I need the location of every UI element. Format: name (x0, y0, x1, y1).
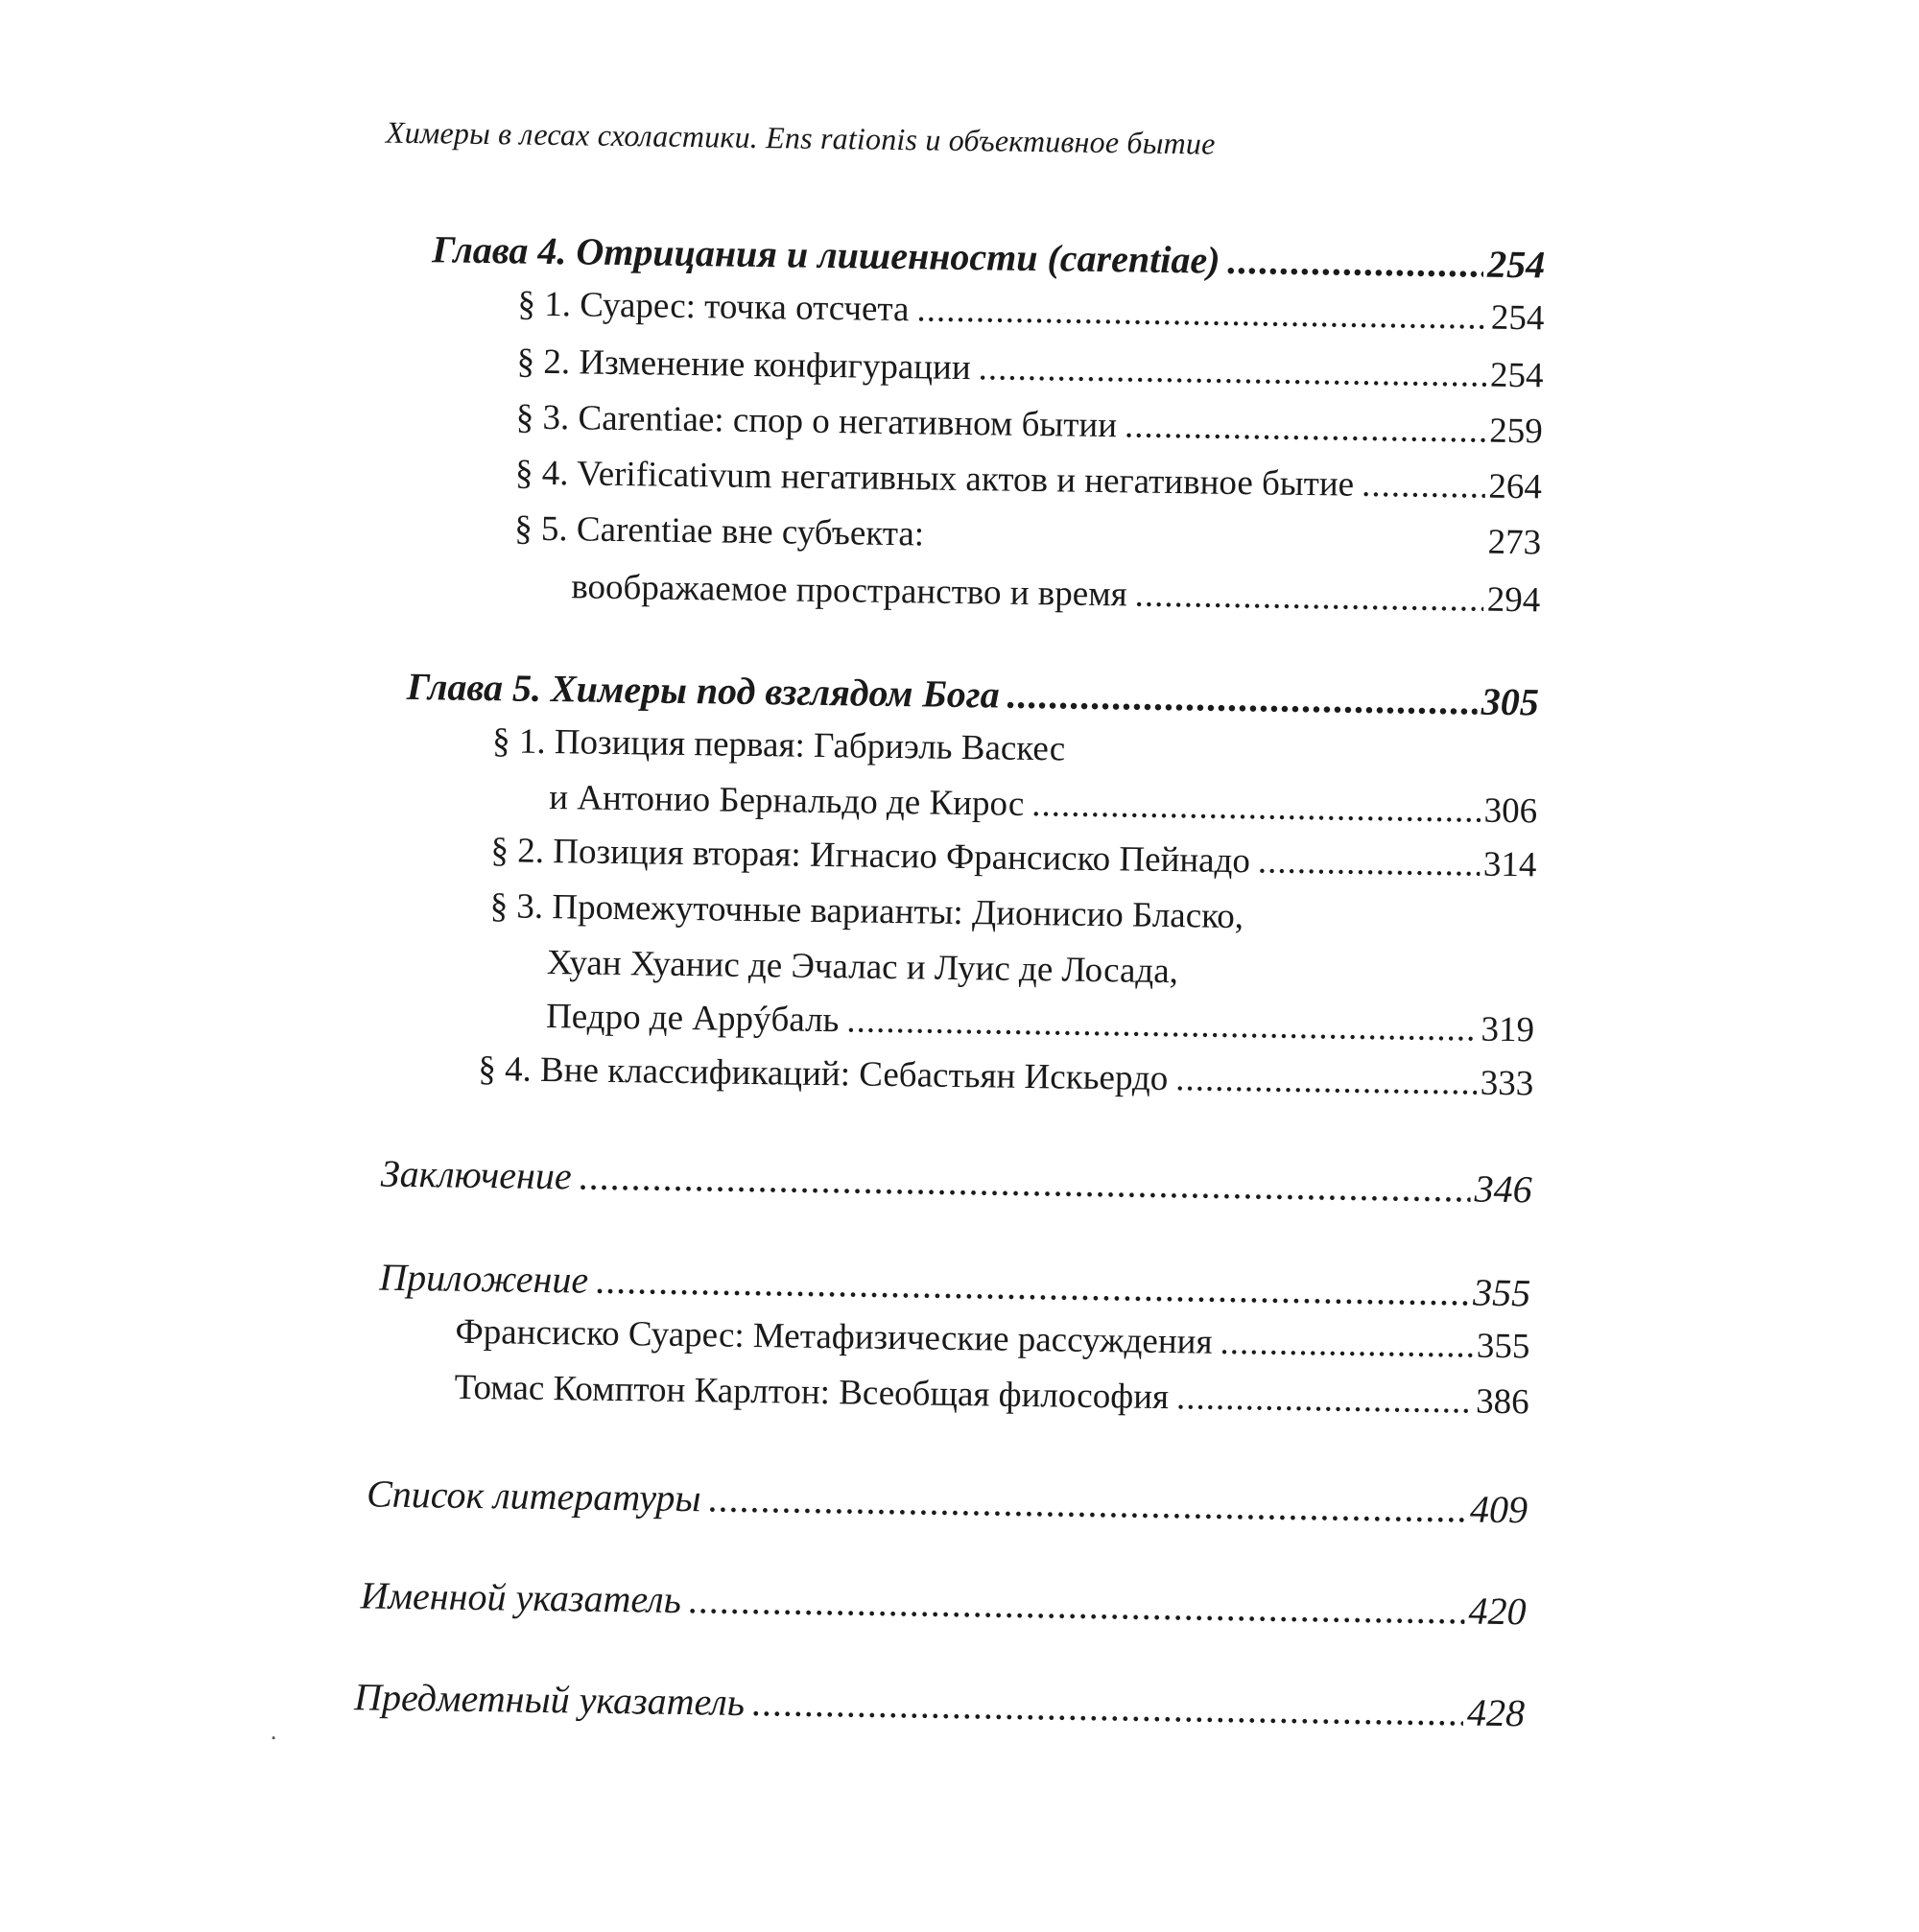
page-number: 409 (1469, 1487, 1528, 1532)
page-number: 254 (1486, 242, 1546, 287)
print-speck (272, 1736, 275, 1739)
page-number: 264 (1488, 466, 1543, 507)
leader-dots (1176, 1377, 1473, 1422)
leader-dots (1175, 1058, 1477, 1103)
entry-title: Список литературы (366, 1472, 701, 1520)
section-title: § 2. Позиция вторая: Игнасио Франсиско Пейнадо (490, 831, 1251, 882)
chapter-title: Глава 5. Химеры под взглядом Бога (406, 664, 1000, 717)
section-title-cont: воображаемое пространство и время (571, 567, 1127, 615)
section-title: § 3. Carentiae: спор о негативном бытии (515, 397, 1118, 446)
toc-section[interactable] (478, 1048, 1533, 1104)
section-title: § 5. Carentiae вне субъекта: (513, 508, 925, 554)
toc-chapter-5[interactable] (407, 664, 1540, 724)
toc-section[interactable] (517, 284, 1544, 340)
chapter-title: Глава 4. Отрицания и лишенности (carentiae) (431, 227, 1220, 282)
entry-title: Заключение (380, 1151, 572, 1198)
leader-dots (1258, 840, 1481, 884)
toc-section[interactable] (516, 341, 1543, 396)
toc-chapter-4[interactable] (432, 226, 1546, 287)
entry-title: Франсиско Суарес: Метафизические рассуждения (455, 1311, 1213, 1362)
entry-title: Именной указатель (360, 1573, 682, 1622)
page-number: 305 (1481, 679, 1540, 724)
page-number: 346 (1474, 1166, 1533, 1212)
section-title-cont[interactable]: Хуан Хуанис де Эчалас и Луис де Лосада, (546, 942, 1179, 992)
section-title[interactable]: § 3. Промежуточные варианты: Дионисио Бласко, (489, 886, 1244, 937)
leader-dots (708, 1475, 1466, 1531)
leader-dots (1362, 464, 1485, 507)
page-number: 355 (1476, 1326, 1530, 1367)
entry-title: Предметный указатель (353, 1675, 746, 1724)
page-number: 294 (1486, 579, 1541, 621)
section-title: § 4. Verificativum негативных актов и негативное бытие (514, 453, 1355, 505)
toc-section[interactable] (490, 830, 1536, 885)
leader-dots (1227, 238, 1483, 287)
page-number: 355 (1472, 1270, 1531, 1315)
section-title: § 4. Вне классификаций: Себастьян Искьердо (478, 1049, 1169, 1099)
entry-title: Томас Комптон Карлтон: Всеобщая философия (454, 1367, 1170, 1418)
page-number: 386 (1475, 1381, 1529, 1423)
page-number: 306 (1483, 790, 1538, 832)
entry-title: Приложение (379, 1255, 589, 1302)
leader-dots (1125, 405, 1486, 451)
leader-dots (846, 1000, 1478, 1049)
toc-section-continuation[interactable] (549, 777, 1538, 832)
toc-appendix[interactable] (379, 1255, 1531, 1316)
page-number: 319 (1481, 1009, 1535, 1050)
section-title-cont: Педро де Аррýбаль (545, 996, 840, 1041)
toc-subject-index[interactable] (354, 1674, 1526, 1735)
toc-section[interactable] (516, 396, 1543, 452)
running-head: Химеры в лесах схоластики. Ens rationis и объективное бытие (385, 114, 1216, 161)
toc-section[interactable] (514, 507, 1541, 563)
page-number: 428 (1466, 1690, 1526, 1735)
page-number: 259 (1488, 411, 1544, 452)
section-title[interactable]: § 1. Позиция первая: Габриэль Васкес (491, 721, 1066, 769)
section-title: § 1. Суарес: точка отсчета (517, 284, 910, 330)
leader-dots (978, 347, 1486, 395)
leader-dots (1134, 575, 1483, 621)
leader-dots (1007, 672, 1478, 724)
toc-name-index[interactable] (360, 1572, 1527, 1634)
page-number: 254 (1490, 297, 1545, 339)
leader-dots (1220, 1322, 1473, 1367)
page-number: 314 (1482, 844, 1537, 885)
toc-bibliography[interactable] (367, 1471, 1528, 1532)
page-number: 273 (1487, 522, 1542, 563)
toc-section[interactable] (515, 452, 1542, 507)
toc-conclusion[interactable] (380, 1151, 1532, 1213)
page-number: 254 (1489, 355, 1544, 396)
leader-dots (689, 1577, 1465, 1633)
leader-dots (579, 1153, 1471, 1211)
leader-dots (596, 1258, 1470, 1315)
leader-dots (752, 1680, 1464, 1734)
leader-dots (1031, 784, 1481, 832)
toc-section-continuation[interactable] (571, 566, 1541, 621)
section-title-cont: и Антонио Бернальдо де Кирос (549, 778, 1025, 824)
toc-appendix-item[interactable] (455, 1311, 1529, 1368)
section-title: § 2. Изменение конфигурации (516, 342, 971, 389)
toc-appendix-item[interactable] (454, 1367, 1528, 1424)
page-number: 420 (1468, 1589, 1527, 1634)
leader-dots (916, 289, 1487, 338)
page-number: 333 (1480, 1063, 1534, 1104)
toc-section-continuation[interactable] (546, 996, 1535, 1050)
